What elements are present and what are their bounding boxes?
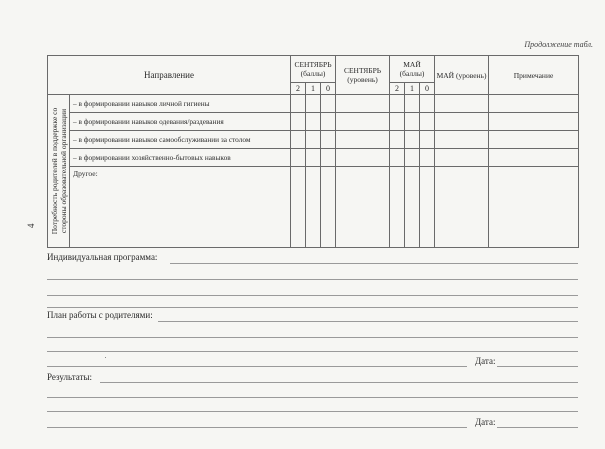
table-cell[interactable] bbox=[291, 149, 306, 167]
table-cell[interactable] bbox=[405, 167, 420, 248]
table-cell[interactable] bbox=[306, 95, 321, 113]
table-cell[interactable] bbox=[405, 131, 420, 149]
table-cell[interactable] bbox=[291, 167, 306, 248]
table-cell[interactable] bbox=[306, 149, 321, 167]
results-line[interactable] bbox=[100, 382, 578, 383]
table-cell[interactable] bbox=[420, 131, 435, 149]
assessment-table bbox=[47, 55, 579, 248]
date-field[interactable] bbox=[497, 366, 578, 367]
writing-line[interactable] bbox=[47, 295, 578, 296]
table-cell[interactable] bbox=[435, 131, 489, 149]
table-cell[interactable] bbox=[435, 149, 489, 167]
table-cell[interactable] bbox=[390, 167, 405, 248]
table-cell[interactable] bbox=[291, 95, 306, 113]
table-cell[interactable] bbox=[420, 167, 435, 248]
table-cell[interactable] bbox=[336, 113, 390, 131]
writing-line[interactable] bbox=[47, 427, 467, 428]
table-cell[interactable] bbox=[420, 149, 435, 167]
table-cell[interactable] bbox=[321, 113, 336, 131]
writing-line[interactable] bbox=[47, 351, 578, 352]
table-cell[interactable] bbox=[321, 95, 336, 113]
table-cell[interactable] bbox=[306, 131, 321, 149]
writing-line[interactable] bbox=[47, 307, 578, 308]
table-cell[interactable] bbox=[321, 131, 336, 149]
table-cell[interactable] bbox=[489, 149, 579, 167]
table-cell[interactable] bbox=[405, 95, 420, 113]
writing-line[interactable] bbox=[47, 366, 467, 367]
table-cell[interactable] bbox=[336, 131, 390, 149]
table-cell[interactable] bbox=[390, 131, 405, 149]
table-cell[interactable] bbox=[489, 167, 579, 248]
score-col-2: 2 bbox=[390, 83, 405, 95]
table-cell[interactable] bbox=[291, 131, 306, 149]
table-cell[interactable] bbox=[489, 131, 579, 149]
writing-line[interactable] bbox=[47, 411, 578, 412]
parent-support-label-cell bbox=[48, 95, 70, 248]
score-col-0: 0 bbox=[321, 83, 336, 95]
table-cell[interactable] bbox=[435, 113, 489, 131]
table-cell[interactable] bbox=[420, 95, 435, 113]
score-col-2: 2 bbox=[291, 83, 306, 95]
table-cell[interactable] bbox=[489, 95, 579, 113]
individual-program-line[interactable] bbox=[170, 263, 578, 264]
date-label: Дата: bbox=[475, 417, 496, 427]
score-col-0: 0 bbox=[420, 83, 435, 95]
may-points-header: МАЙ (баллы) bbox=[390, 56, 435, 83]
table-cell[interactable] bbox=[420, 113, 435, 131]
score-col-1: 1 bbox=[306, 83, 321, 95]
writing-line[interactable] bbox=[47, 397, 578, 398]
score-col-1: 1 bbox=[405, 83, 420, 95]
other-label: Другое: bbox=[70, 167, 291, 248]
september-points-header: СЕНТЯБРЬ (баллы) bbox=[291, 56, 336, 83]
writing-line[interactable] bbox=[47, 337, 578, 338]
individual-program-label: Индивидуальная программа: bbox=[47, 252, 158, 262]
table-cell[interactable] bbox=[390, 95, 405, 113]
writing-line[interactable] bbox=[47, 279, 578, 280]
results-label: Результаты: bbox=[47, 372, 92, 382]
september-level-header: СЕНТЯБРЬ (уровень) bbox=[336, 56, 390, 95]
table-cell[interactable] bbox=[390, 113, 405, 131]
table-cell[interactable] bbox=[405, 149, 420, 167]
paper-speck bbox=[105, 357, 106, 358]
table-cell[interactable] bbox=[489, 113, 579, 131]
date-label: Дата: bbox=[475, 356, 496, 366]
direction-header: Направление bbox=[48, 56, 291, 95]
page-number: 4 bbox=[26, 223, 36, 228]
table-cell[interactable] bbox=[336, 167, 390, 248]
may-level-header: МАЙ (уровень) bbox=[435, 56, 489, 95]
table-cell[interactable] bbox=[336, 149, 390, 167]
parent-support-label: Потребность родителей в поддержке со стороны образовательной организации bbox=[49, 107, 68, 235]
table-row-label: – в формировании хозяйственно-бытовых навыков bbox=[70, 149, 291, 167]
table-cell[interactable] bbox=[306, 167, 321, 248]
table-cell[interactable] bbox=[321, 149, 336, 167]
note-header: Примечание bbox=[489, 56, 579, 95]
table-row-label: – в формировании навыков личной гигиены bbox=[70, 95, 291, 113]
table-cell[interactable] bbox=[321, 167, 336, 248]
table-cell[interactable] bbox=[306, 113, 321, 131]
table-cell[interactable] bbox=[291, 113, 306, 131]
continuation-note: Продолжение табл. bbox=[524, 40, 593, 49]
parent-plan-label: План работы с родителями: bbox=[47, 310, 153, 320]
table-cell[interactable] bbox=[435, 95, 489, 113]
parent-plan-line[interactable] bbox=[158, 321, 578, 322]
table-cell[interactable] bbox=[405, 113, 420, 131]
table-row-label: – в формировании навыков одевания/раздевания bbox=[70, 113, 291, 131]
table-row-label: – в формировании навыков самообслуживании за столом bbox=[70, 131, 291, 149]
table-cell[interactable] bbox=[435, 167, 489, 248]
table-cell[interactable] bbox=[390, 149, 405, 167]
table-cell[interactable] bbox=[336, 95, 390, 113]
date-field[interactable] bbox=[497, 427, 578, 428]
